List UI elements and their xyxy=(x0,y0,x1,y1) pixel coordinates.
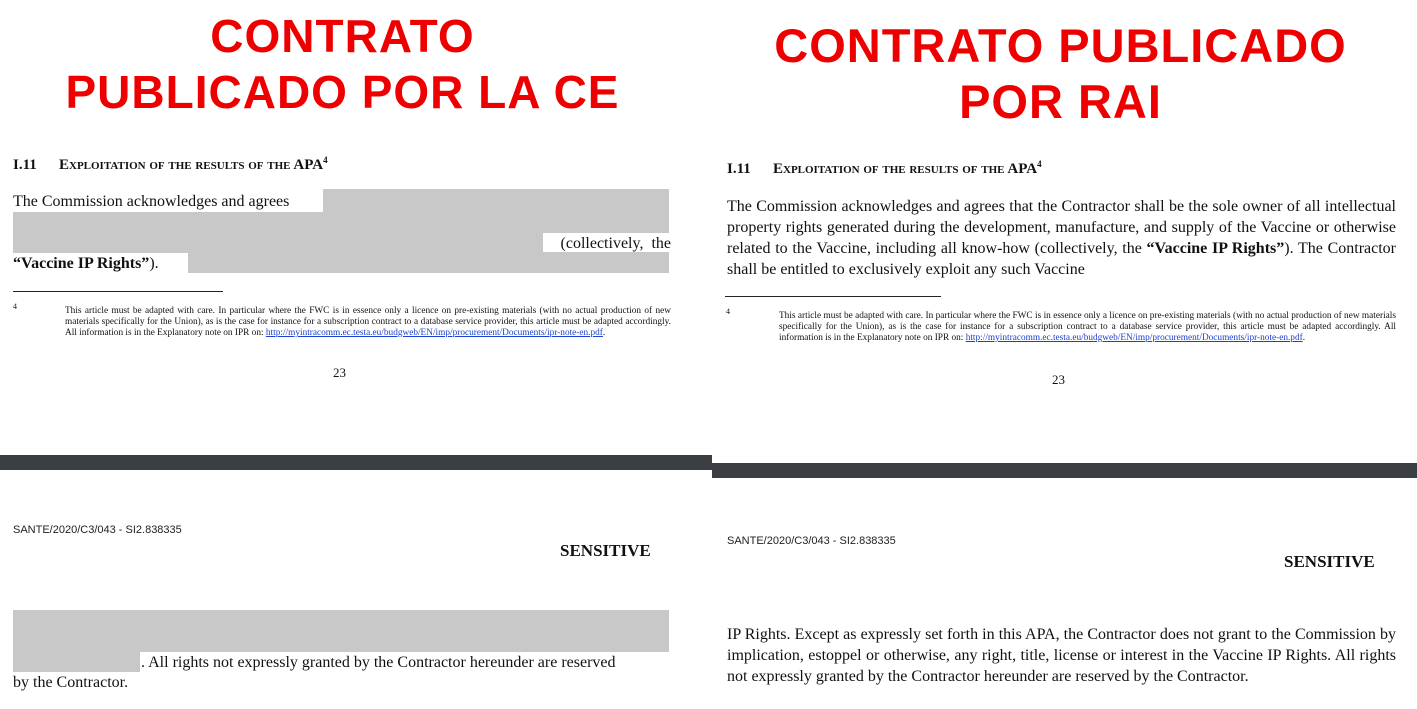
left-section-title xyxy=(13,155,328,174)
left-section-number: I.11 xyxy=(13,157,37,173)
left-footnote-number: 4 xyxy=(13,302,17,311)
left-footnote-rule xyxy=(13,291,223,292)
left-para-collectively: (collectively, the xyxy=(560,235,671,252)
right-para xyxy=(727,196,1396,280)
left-sensitive-label: SENSITIVE xyxy=(560,541,651,560)
left-redaction-box-3 xyxy=(13,231,543,253)
right-section-heading: Exploitation of the results of the APA xyxy=(773,161,1038,177)
right-headline xyxy=(712,18,1409,130)
left-headline-line1: CONTRATO xyxy=(210,10,475,62)
left-page-number: 23 xyxy=(333,365,346,380)
right-footnote-link[interactable]: http://myintracomm.ec.testa.eu/budgweb/EN/imp/procurement/Documents/ipr-note-en.pdf xyxy=(965,333,1303,343)
left-section-heading: Exploitation of the results of the APA xyxy=(59,157,324,173)
left-footnote-link[interactable]: http://myintracomm.ec.testa.eu/budgweb/EN/imp/procurement/Documents/ipr-note-en.pdf xyxy=(265,328,603,338)
left-footnote-end: . xyxy=(602,328,606,338)
left-para2-line1: . All rights not expressly granted by the Contractor hereunder are reserved xyxy=(141,654,616,671)
left-redaction-box-2 xyxy=(13,212,669,233)
left-para-line1: The Commission acknowledges and agrees xyxy=(13,193,290,210)
left-headline xyxy=(0,8,685,120)
right-page-number: 23 xyxy=(1052,372,1065,387)
left-panel-ce xyxy=(0,0,708,709)
right-section-footnote-ref: 4 xyxy=(1037,159,1042,169)
left-page-divider xyxy=(0,455,712,470)
left-footnote-text: This article must be adapted with care. In particular where the FWC is in essence only a licence on pre-existing materials (with no actual production of new materials specifically for the Union), as is the case for instance for a subscription contract to a database service provider, this article must be adapted accordingly. All information is in the Explanatory note on IPR on: xyxy=(65,306,671,338)
left-para-line3 xyxy=(13,253,159,274)
right-section-number: I.11 xyxy=(727,161,751,177)
right-sensitive-label: SENSITIVE xyxy=(1284,552,1375,571)
right-section-title xyxy=(727,159,1042,178)
left-headline-line2: PUBLICADO POR LA CE xyxy=(65,66,620,118)
right-para2: IP Rights. Except as expressly set forth in this APA, the Contractor does not grant to the Commission by implication, estoppel or otherwise, any right, title, license or interest in the Vaccine IP Rights. All rights not expressly granted by the Contractor hereunder are reserved by the Contractor. xyxy=(727,626,1396,685)
right-vaccine-ip-term: “Vaccine IP Rights” xyxy=(1146,240,1285,257)
right-doc-id: SANTE/2020/C3/043 - SI2.838335 xyxy=(727,535,896,547)
right-footnote-end: . xyxy=(1302,333,1306,343)
left-redaction-box-4 xyxy=(188,252,669,273)
right-footnote-number: 4 xyxy=(726,307,730,316)
right-footnote-text: This article must be adapted with care. In particular where the FWC is in essence only a licence on pre-existing materials (with no actual production of new materials specifically for the Union), as is the case for instance for a subscription contract to a database service provider, this article must be adapted accordingly. All information is in the Explanatory note on IPR on: xyxy=(779,311,1396,343)
right-headline-line2: POR RAI xyxy=(959,75,1162,128)
right-footnote xyxy=(779,311,1396,344)
left-para2-line2: by the Contractor. xyxy=(13,674,129,691)
right-headline-line1: CONTRATO PUBLICADO xyxy=(774,19,1347,72)
left-para-end: ). xyxy=(149,255,159,272)
right-footnote-rule xyxy=(725,296,941,297)
left-redaction-box-6 xyxy=(13,650,140,672)
right-page-divider xyxy=(712,463,1417,478)
right-panel-rai xyxy=(712,0,1417,709)
left-redaction-box-5 xyxy=(13,610,669,652)
right-para-text: The Commission acknowledges and agrees that the Contractor shall be the sole owner of all intellectual property rights generated during the development, manufacture, and supply of the Vaccine or otherwise related to the Vaccine, including all know-how (collectively, the xyxy=(727,198,1396,257)
left-doc-id: SANTE/2020/C3/043 - SI2.838335 xyxy=(13,524,182,536)
left-section-footnote-ref: 4 xyxy=(323,155,328,165)
right-para-end: ). The Contractor shall be entitled to exclusively exploit any such Vaccine xyxy=(727,240,1396,278)
left-vaccine-ip-term: “Vaccine IP Rights” xyxy=(13,255,150,272)
left-footnote xyxy=(65,306,671,339)
